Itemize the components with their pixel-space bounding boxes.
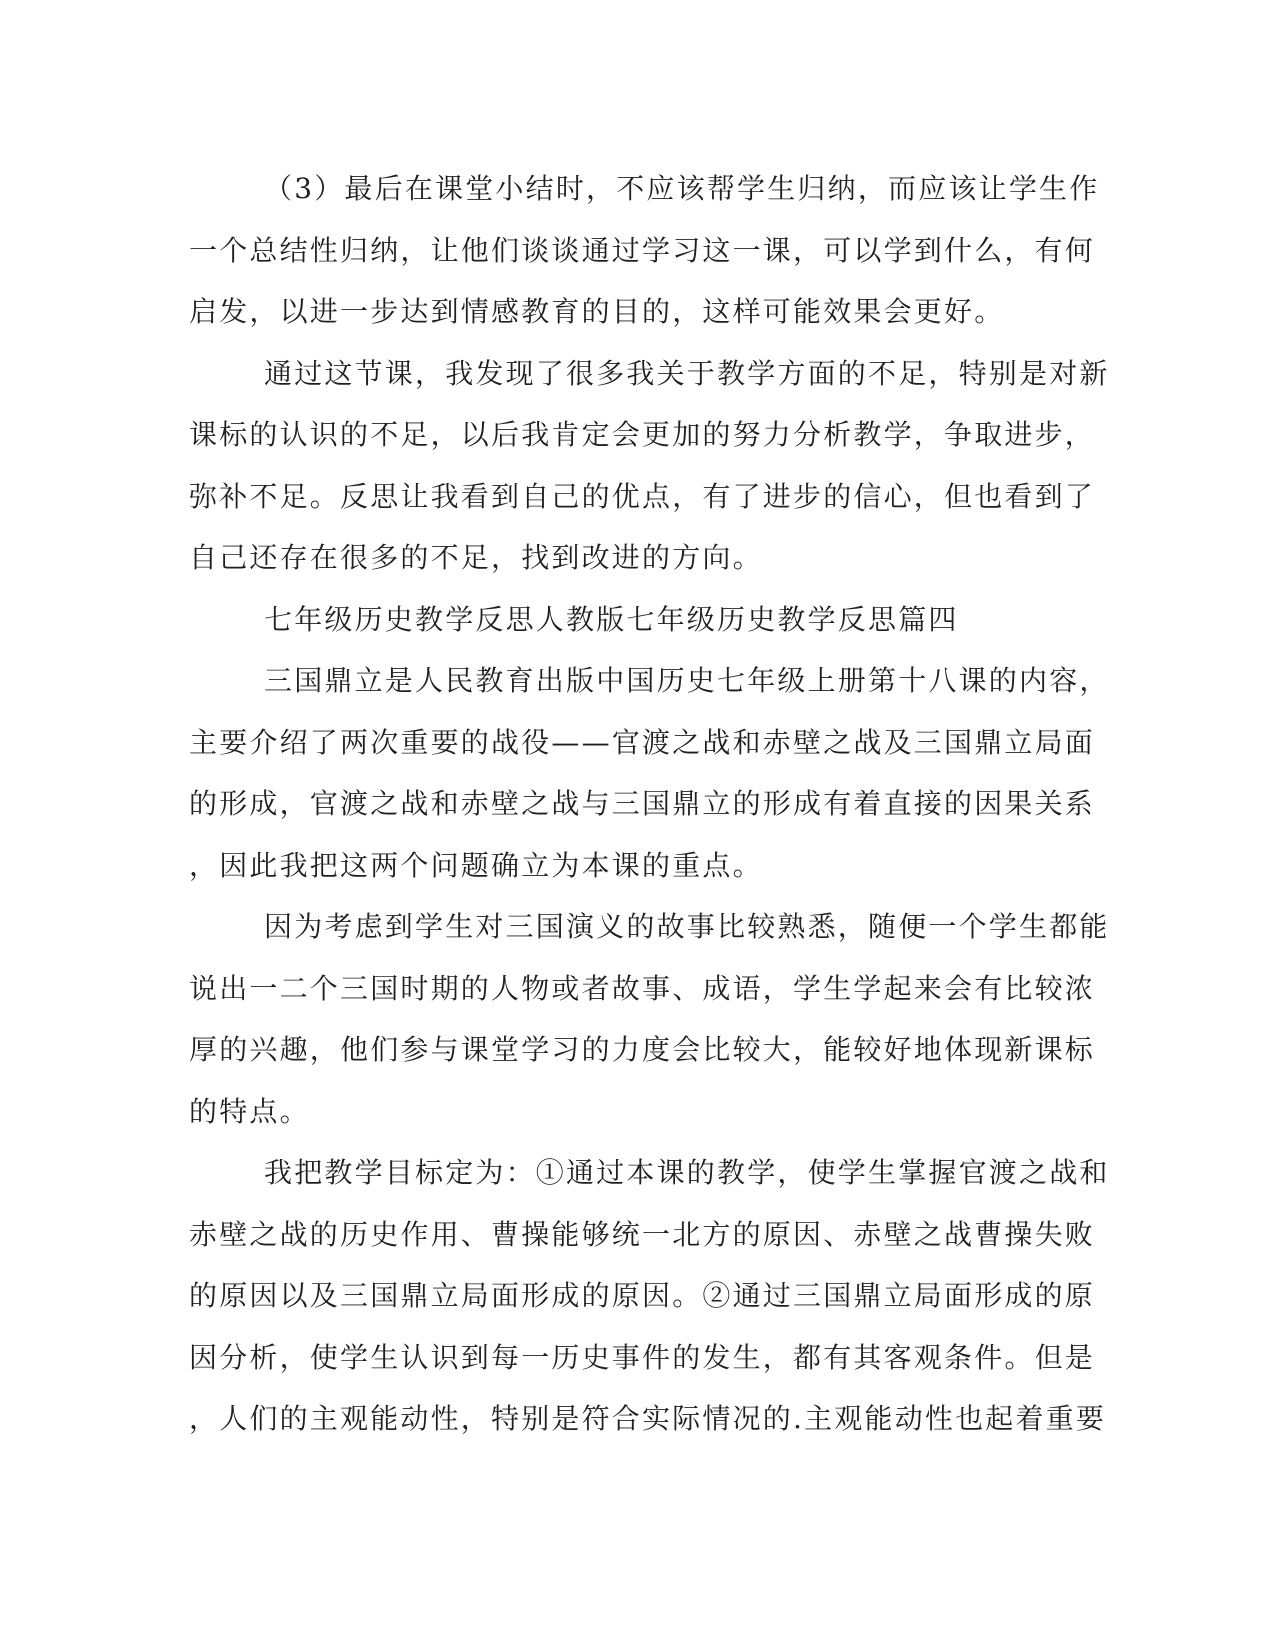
paragraph-line: 自己还存在很多的不足，找到改进的方向。: [189, 541, 763, 574]
document-body: [189, 158, 1110, 1450]
paragraph-line: （3）最后在课堂小结时，不应该帮学生归纳，而应该让学生作: [264, 172, 1100, 205]
paragraph-line: ，人们的主观能动性，特别是符合实际情况的.主观能动性也起着重要: [189, 1402, 1107, 1435]
paragraph-line: 说出一二个三国时期的人物或者故事、成语，学生学起来会有比较浓: [189, 971, 1096, 1005]
paragraph-line: 因分析，使学生认识到每一历史事件的发生，都有其客观条件。但是: [189, 1340, 1096, 1374]
paragraph-line: 厚的兴趣，他们参与课堂学习的力度会比较大，能较好地体现新课标: [189, 1033, 1096, 1066]
paragraph-line: 通过这节课，我发现了很多我关于教学方面的不足，特别是对新: [264, 356, 1110, 390]
paragraph-line: ，因此我把这两个问题确立为本课的重点。: [189, 848, 763, 882]
paragraph-line: 赤壁之战的历史作用、曹操能够统一北方的原因、赤壁之战曹操失败: [189, 1217, 1096, 1251]
section-heading: 七年级历史教学反思人教版七年级历史教学反思篇四: [264, 602, 959, 636]
paragraph-line: 因为考虑到学生对三国演义的故事比较熟悉，随便一个学生都能: [264, 910, 1110, 943]
paragraph-line: 的形成，官渡之战和赤壁之战与三国鼎立的形成有着直接的因果关系: [189, 787, 1096, 820]
paragraph-line: 的特点。: [189, 1094, 310, 1128]
paragraph-line: 一个总结性归纳，让他们谈谈通过学习这一课，可以学到什么，有何: [189, 233, 1096, 267]
paragraph-line: 三国鼎立是人民教育出版中国历史七年级上册第十八课的内容，: [264, 664, 1110, 697]
paragraph-line: 主要介绍了两次重要的战役——官渡之战和赤壁之战及三国鼎立局面: [189, 725, 1096, 759]
paragraph-line: 我把教学目标定为：①通过本课的教学，使学生掌握官渡之战和: [264, 1156, 1110, 1189]
paragraph-line: 启发，以进一步达到情感教育的目的，这样可能效果会更好。: [189, 295, 1005, 328]
paragraph-line: 弥补不足。反思让我看到自己的优点，有了进步的信心，但也看到了: [189, 479, 1096, 513]
paragraph-line: 课标的认识的不足，以后我肯定会更加的努力分析教学，争取进步，: [189, 418, 1096, 451]
paragraph-line: 的原因以及三国鼎立局面形成的原因。②通过三国鼎立局面形成的原: [189, 1279, 1096, 1312]
